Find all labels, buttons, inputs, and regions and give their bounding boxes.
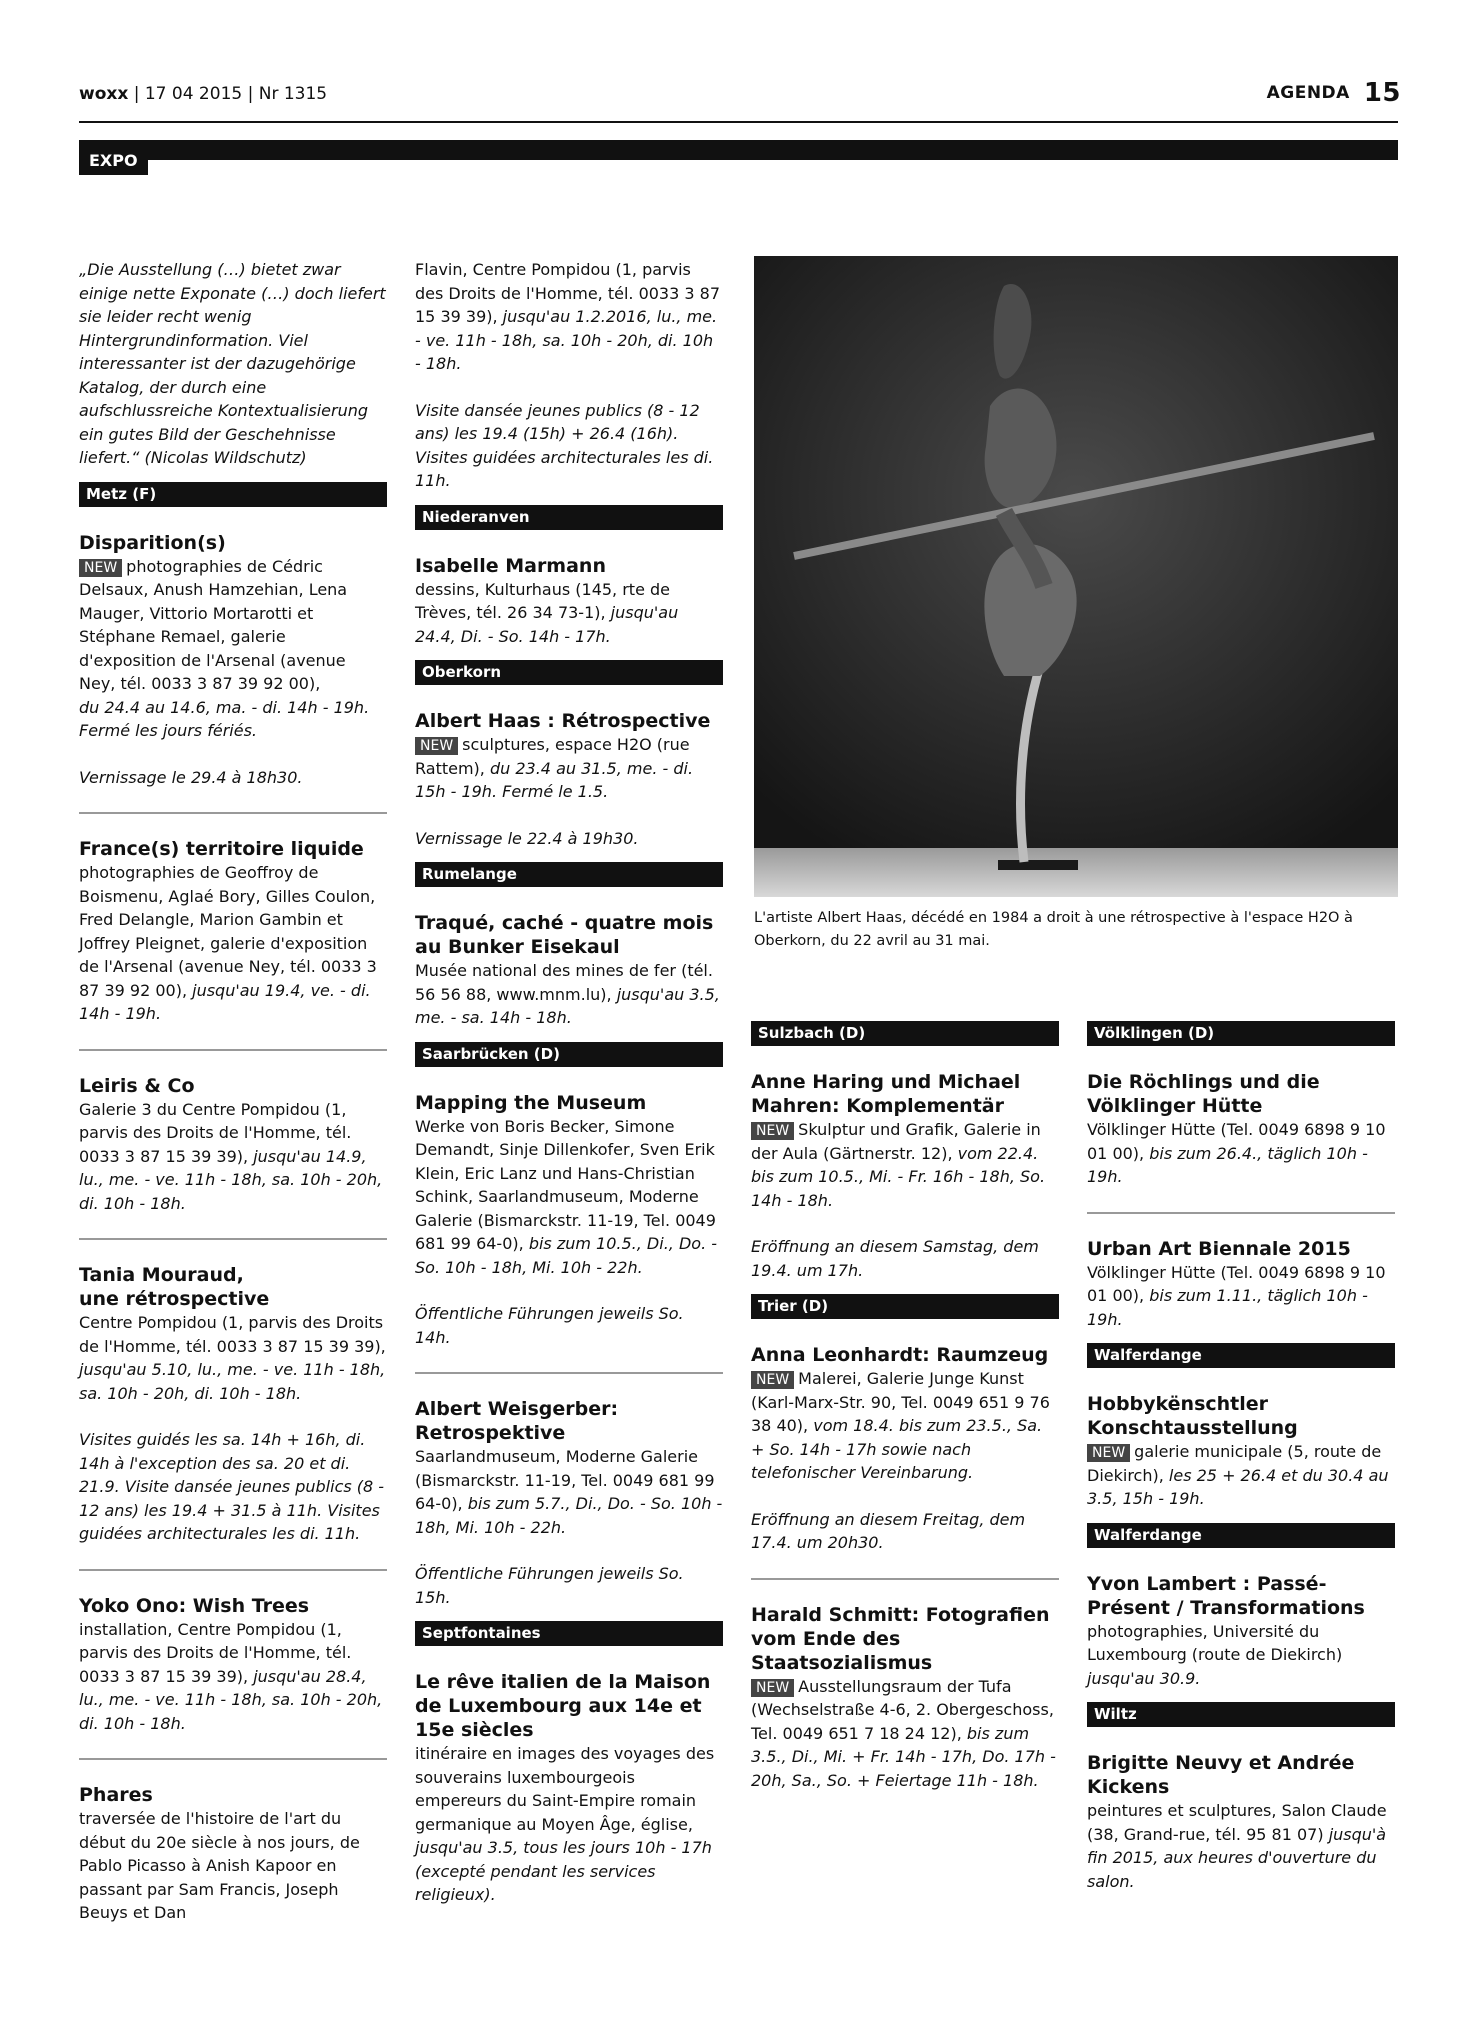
city-label: Septfontaines <box>415 1621 723 1646</box>
divider <box>79 1758 387 1760</box>
section-bar <box>79 140 1398 160</box>
event-description: dessins, Kulturhaus (145, rte de Trèves, tél. 26 34 73-1), jusqu'au 24.4, Di. - So. 14h - 17h. <box>415 579 679 646</box>
event-description: NEW Malerei, Galerie Junge Kunst (Karl-Marx-Str. 90, Tel. 0049 651 9 76 38 40), vom 18.4. bis zum 23.5., Sa. + So. 14h - 17h sowie nach telefonischer Vereinbarung. <box>751 1369 1050 1482</box>
event-description: Völklinger Hütte (Tel. 0049 6898 9 10 01 00), bis zum 1.11., täglich 10h - 19h. <box>1087 1262 1386 1329</box>
header-rule <box>79 121 1398 123</box>
event-description: Galerie 3 du Centre Pompidou (1, parvis des Droits de l'Homme, tél. 0033 3 87 15 39 39), jusqu'au 14.9, lu., me. - ve. 11h - 18h, sa. 10h - 20h, di. 10h - 18h. <box>79 1099 383 1213</box>
column-4 <box>1087 1021 1395 1893</box>
new-badge: NEW <box>79 559 122 577</box>
city-label: Walferdange <box>1087 1343 1395 1368</box>
event-description: installation, Centre Pompidou (1, parvis des Droits de l'Homme, tél. 0033 3 87 15 39 39), jusqu'au 28.4, lu., me. - ve. 11h - 18h, sa. 10h - 20h, di. 10h - 18h. <box>79 1619 383 1733</box>
event-title: France(s) territoire liquide <box>79 838 364 860</box>
event-title: Anna Leonhardt: Raumzeug <box>751 1344 1049 1366</box>
city-label: Saarbrücken (D) <box>415 1042 723 1067</box>
event-title: Isabelle Marmann <box>415 554 606 577</box>
event-title: Tania Mouraud, une rétrospective <box>79 1264 270 1310</box>
review-quote: „Die Ausstellung (…) bietet zwar einige nette Exponate (…) doch liefert sie leider recht wenig Hintergrundinformation. Viel interessanter ist der dazugehörige Katalog, der durch eine aufschlussreiche Kontextualisierung ein gutes Bild der Geschehnisse liefert.“ (Nicolas Wildschutz) <box>79 260 386 467</box>
event-guided-tours: Öffentliche Führungen jeweils So. 15h. <box>415 1564 684 1607</box>
city-label: Oberkorn <box>415 660 723 685</box>
event-vernissage: Vernissage le 29.4 à 18h30. <box>79 767 303 787</box>
new-badge: NEW <box>751 1122 794 1140</box>
page-header-left <box>79 84 327 104</box>
column-2 <box>415 258 723 1907</box>
event-title: Albert Haas : Rétrospective <box>415 710 711 732</box>
event-description: Saarlandmuseum, Moderne Galerie (Bismarckstr. 11-19, Tel. 0049 681 99 64-0), bis zum 5.7., Di., Do. - So. 10h - 18h, Mi. 10h - 22h. <box>415 1447 723 1537</box>
divider <box>79 1049 387 1051</box>
event-guided-tours: Visite dansée jeunes publics (8 - 12 ans) les 19.4 (15h) + 26.4 (16h). Visites guidées architecturales les di. 11h. <box>415 400 714 490</box>
city-label: Rumelange <box>415 862 723 887</box>
photo-caption: L'artiste Albert Haas, décédé en 1984 a droit à une rétrospective à l'espace H2O à Oberkorn, du 22 avril au 31 mai. <box>754 910 1353 949</box>
new-badge: NEW <box>1087 1444 1130 1462</box>
event-title: Urban Art Biennale 2015 <box>1087 1237 1351 1260</box>
event-title: Anne Haring und Michael Mahren: Komplementär <box>751 1071 1021 1117</box>
page-number: 15 <box>1363 78 1401 108</box>
event-title: Hobbykënschtler Konschtausstellung <box>1087 1393 1298 1439</box>
event-description: Centre Pompidou (1, parvis des Droits de l'Homme, tél. 0033 3 87 15 39 39), jusqu'au 5.10, lu., me. - ve. 11h - 18h, sa. 10h - 20h, di. 10h - 18h. <box>79 1313 386 1403</box>
city-label: Walferdange <box>1087 1523 1395 1548</box>
city-label: Völklingen (D) <box>1087 1021 1395 1046</box>
event-description: photographies, Université du Luxembourg (route de Diekirch) jusqu'au 30.9. <box>1087 1621 1343 1688</box>
event-title: Albert Weisgerber: Retrospektive <box>415 1398 619 1444</box>
event-title: Le rêve italien de la Maison de Luxembourg aux 14e et 15e siècles <box>415 1671 711 1741</box>
city-label: Wiltz <box>1087 1702 1395 1727</box>
event-title: Phares <box>79 1784 153 1806</box>
divider <box>751 1578 1059 1580</box>
event-opening: Eröffnung an diesem Samstag, dem 19.4. um 17h. <box>751 1237 1039 1280</box>
section-name: AGENDA <box>1266 83 1350 103</box>
city-label: Trier (D) <box>751 1294 1059 1319</box>
sculpture-image <box>754 256 1398 897</box>
column-1 <box>79 258 387 1925</box>
brand-name: woxx <box>79 84 129 104</box>
event-description: NEW Skulptur und Grafik, Galerie in der Aula (Gärtnerstr. 12), vom 22.4. bis zum 10.5., Mi. - Fr. 16h - 18h, So. 14h - 18h. <box>751 1120 1046 1210</box>
section-label: EXPO <box>79 147 148 175</box>
event-title: Traqué, caché - quatre mois au Bunker Eisekaul <box>415 912 714 958</box>
event-title: Disparition(s) <box>79 531 226 554</box>
sculpture-photo <box>754 256 1398 897</box>
event-title: Yoko Ono: Wish Trees <box>79 1594 310 1617</box>
divider <box>79 1238 387 1240</box>
divider <box>415 1372 723 1374</box>
new-badge: NEW <box>751 1679 794 1697</box>
event-description: photographies de Geoffroy de Boismenu, Aglaé Bory, Gilles Coulon, Fred Delangle, Marion Gambin et Joffrey Pleignet, galerie d'exposition de l'Arsenal (avenue Ney, tél. 0033 3 87 39 92 00), jusqu'au 19.4, ve. - di. 14h - 19h. <box>79 863 377 1023</box>
column-3 <box>751 1021 1059 1792</box>
event-description: peintures et sculptures, Salon Claude (38, Grand-rue, tél. 95 81 07) jusqu'à fin 2015, aux heures d'ouverture du salon. <box>1087 1801 1387 1891</box>
event-title: Leiris & Co <box>79 1074 195 1097</box>
event-guided-tours: Visites guidés les sa. 14h + 16h, di. 14h à l'exception des sa. 20 et di. 21.9. Visite dansée jeunes publics (8 - 12 ans) les 19.4 + 31.5 à 11h. Visites guidées architecturales les di. 11h. <box>79 1430 385 1543</box>
event-description: NEW photographies de Cédric Delsaux, Anush Hamzehian, Lena Mauger, Vittorio Mortarotti et Stéphane Remael, galerie d'exposition de l'Arsenal (avenue Ney, tél. 0033 3 87 39 92 00), <box>79 556 348 693</box>
event-title: Die Röchlings und die Völklinger Hütte <box>1087 1071 1320 1117</box>
event-continued: Flavin, Centre Pompidou (1, parvis des Droits de l'Homme, tél. 0033 3 87 15 39 39), jusqu'au 1.2.2016, lu., me. - ve. 11h - 18h, sa. 10h - 20h, di. 10h - 18h. <box>415 260 720 373</box>
event-title: Brigitte Neuvy et Andrée Kickens <box>1087 1752 1355 1798</box>
event-title: Yvon Lambert : Passé-Présent / Transformations <box>1087 1572 1365 1619</box>
event-title: Harald Schmitt: Fotografien vom Ende des Staatsozialismus <box>751 1603 1050 1674</box>
event-description: Werke von Boris Becker, Simone Demandt, Sinje Dillenkofer, Sven Erik Klein, Eric Lanz und Hans-Christian Schink, Saarlandmuseum, Moderne Galerie (Bismarckstr. 11-19, Tel. 0049 681 99 64-0), bis zum 10.5., Di., Do. - So. 10h - 18h, Mi. 10h - 22h. <box>415 1116 718 1277</box>
event-description: Musée national des mines de fer (tél. 56 56 88, www.mnm.lu), jusqu'au 3.5, me. - sa. 14h - 18h. <box>415 961 720 1027</box>
new-badge: NEW <box>415 737 458 755</box>
event-guided-tours: Öffentliche Führungen jeweils So. 14h. <box>415 1304 684 1347</box>
page-header-right <box>1267 78 1401 108</box>
city-label: Metz (F) <box>79 482 387 507</box>
city-label: Sulzbach (D) <box>751 1021 1059 1046</box>
event-description: traversée de l'histoire de l'art du début du 20e siècle à nos jours, de Pablo Picasso à Anish Kapoor en passant par Sam Francis, Joseph Beuys et Dan <box>79 1809 360 1922</box>
city-label: Niederanven <box>415 505 723 530</box>
event-opening: Eröffnung an diesem Freitag, dem 17.4. um 20h30. <box>751 1509 1026 1552</box>
divider <box>1087 1212 1395 1214</box>
event-description: NEW sculptures, espace H2O (rue Rattem), du 23.4 au 31.5, me. - di. 15h - 19h. Fermé le 1.5. <box>415 735 694 801</box>
event-description: NEW galerie municipale (5, route de Diekirch), les 25 + 26.4 et du 30.4 au 3.5, 15h - 19h. <box>1087 1442 1389 1508</box>
event-description: Völklinger Hütte (Tel. 0049 6898 9 10 01 00), bis zum 26.4., täglich 10h - 19h. <box>1087 1120 1386 1186</box>
issue-meta: | 17 04 2015 | Nr 1315 <box>133 84 328 104</box>
event-title: Mapping the Museum <box>415 1091 647 1114</box>
divider <box>79 812 387 814</box>
event-dates: du 24.4 au 14.6, ma. - di. 14h - 19h. Fermé les jours fériés. <box>79 697 370 740</box>
divider <box>79 1569 387 1571</box>
event-description: itinéraire en images des voyages des souverains luxembourgeois empereurs du Saint-Empire romain germanique au Moyen Âge, église, jusqu'au 3.5, tous les jours 10h - 17h (excepté pendant les services religieux). <box>415 1744 715 1904</box>
event-description: NEW Ausstellungsraum der Tufa (Wechselstraße 4-6, 2. Obergeschoss, Tel. 0049 651 7 18 24 12), bis zum 3.5., Di., Mi. + Fr. 14h - 17h, Do. 17h - 20h, Sa., So. + Feiertage 11h - 18h. <box>751 1676 1056 1790</box>
event-vernissage: Vernissage le 22.4 à 19h30. <box>415 828 639 848</box>
new-badge: NEW <box>751 1371 794 1389</box>
